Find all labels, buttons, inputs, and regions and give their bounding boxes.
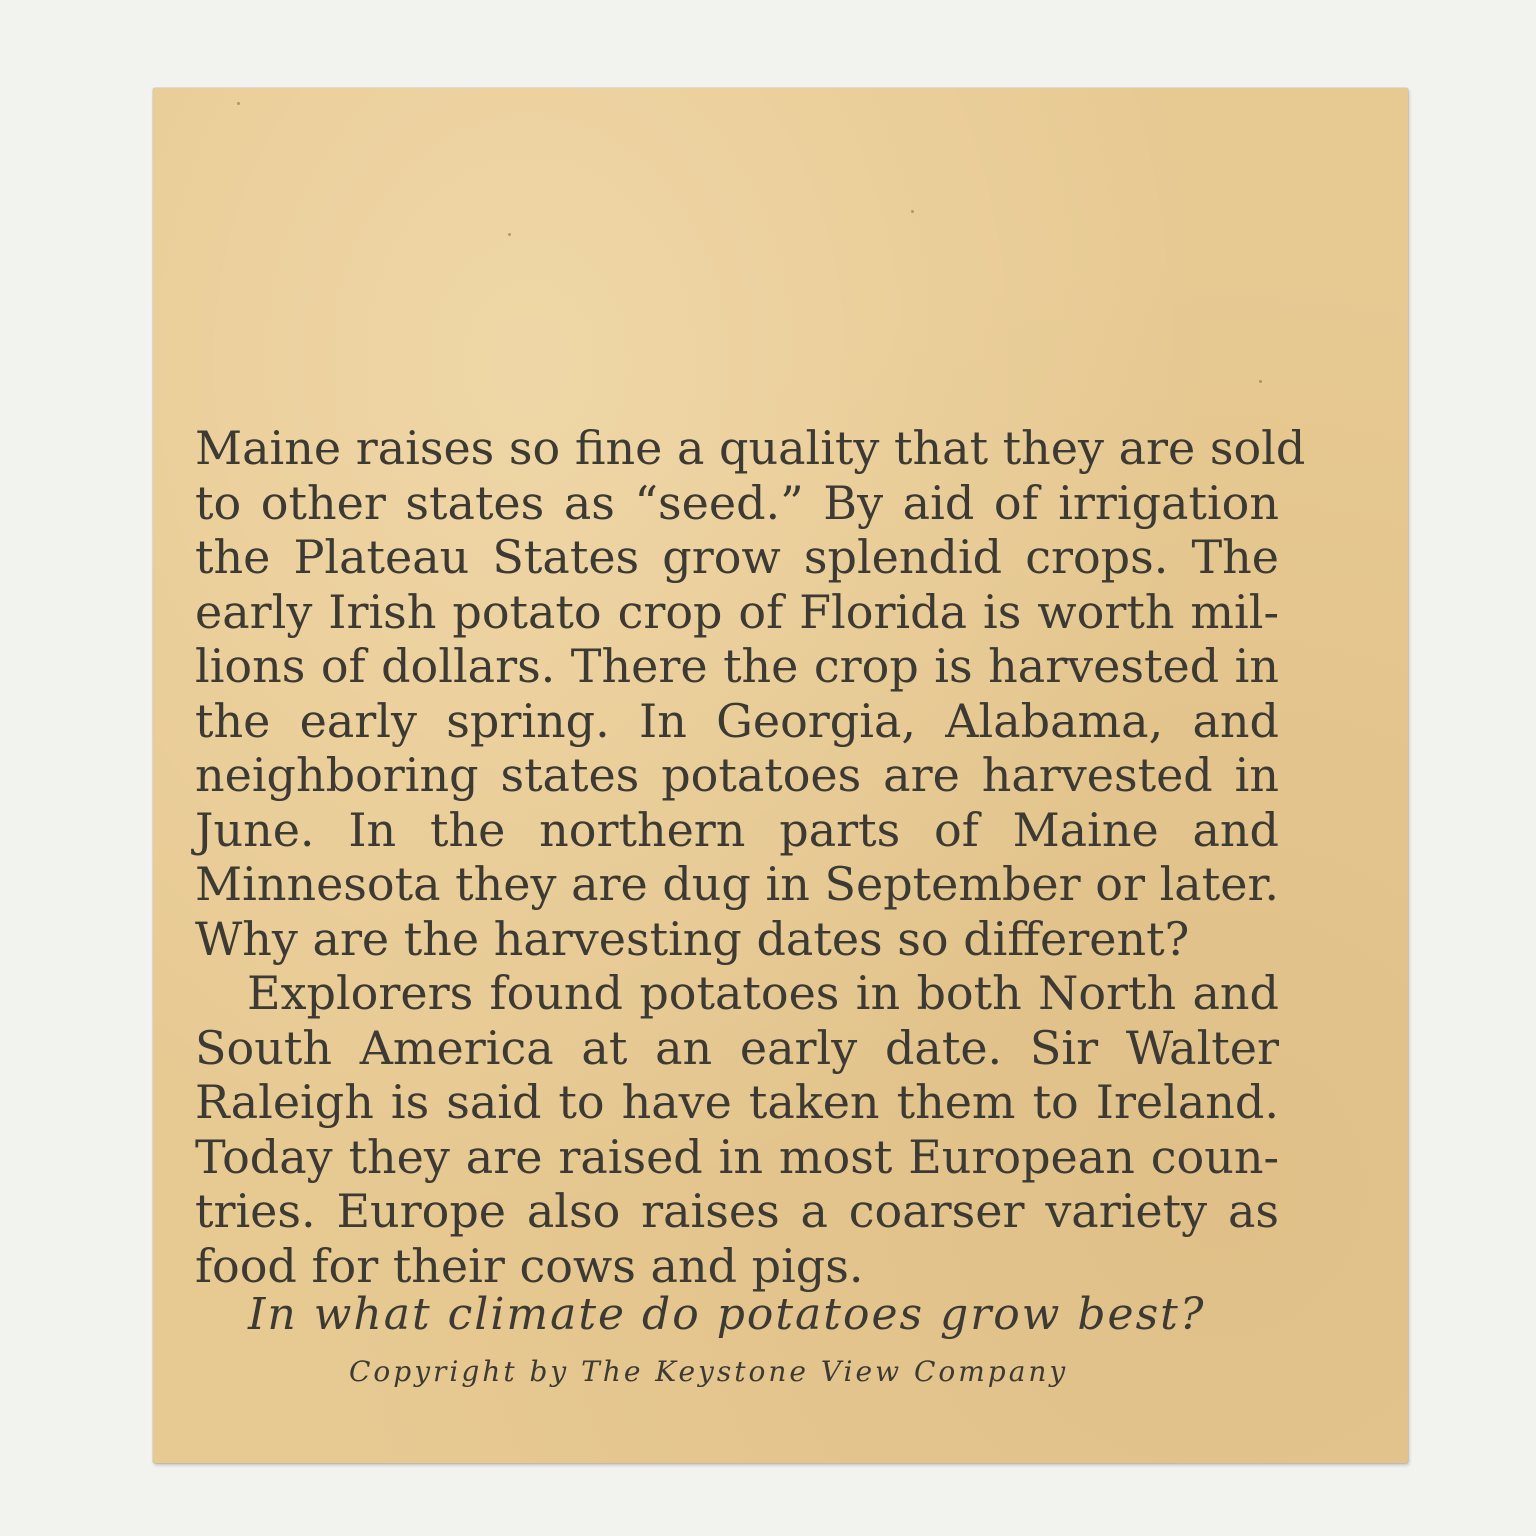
text-line: Maine raises so fine a quality that they are sold [195, 421, 1306, 475]
closing-question: In what climate do potatoes grow best? [248, 1289, 1206, 1340]
text-line: June. In the northern parts of Maine and [195, 802, 1279, 857]
text-line: Today they are raised in most European coun- [195, 1129, 1279, 1184]
text-line: Why are the harvesting dates so different? [195, 911, 1190, 966]
paper-speck [1259, 380, 1262, 383]
text-line: lions of dollars. There the crop is harvested in [195, 639, 1279, 693]
paper-speck [508, 233, 511, 236]
text-line: food for their cows and pigs. [195, 1238, 864, 1293]
text-line: Minnesota they are dug in September or later. [195, 857, 1279, 911]
text-line: South America at an early date. Sir Walter [195, 1020, 1279, 1075]
paper-speck [911, 210, 914, 213]
body-text [195, 421, 1306, 1293]
text-line: Raleigh is said to have taken them to Ireland. [195, 1075, 1279, 1129]
text-line: tries. Europe also raises a coarser variety as [195, 1184, 1279, 1238]
text-line: early Irish potato crop of Florida is worth mil- [195, 584, 1279, 639]
text-line: Explorers found potatoes in both North and [247, 966, 1279, 1020]
stereo-card-back [153, 88, 1408, 1463]
text-line: to other states as “seed.” By aid of irrigation [195, 475, 1279, 530]
copyright-notice: Copyright by The Keystone View Company [349, 1355, 1069, 1388]
text-line: the Plateau States grow splendid crops. The [195, 530, 1279, 584]
paper-speck [237, 102, 240, 105]
text-line: the early spring. In Georgia, Alabama, and [195, 693, 1279, 748]
text-line: neighboring states potatoes are harvested in [195, 748, 1279, 802]
